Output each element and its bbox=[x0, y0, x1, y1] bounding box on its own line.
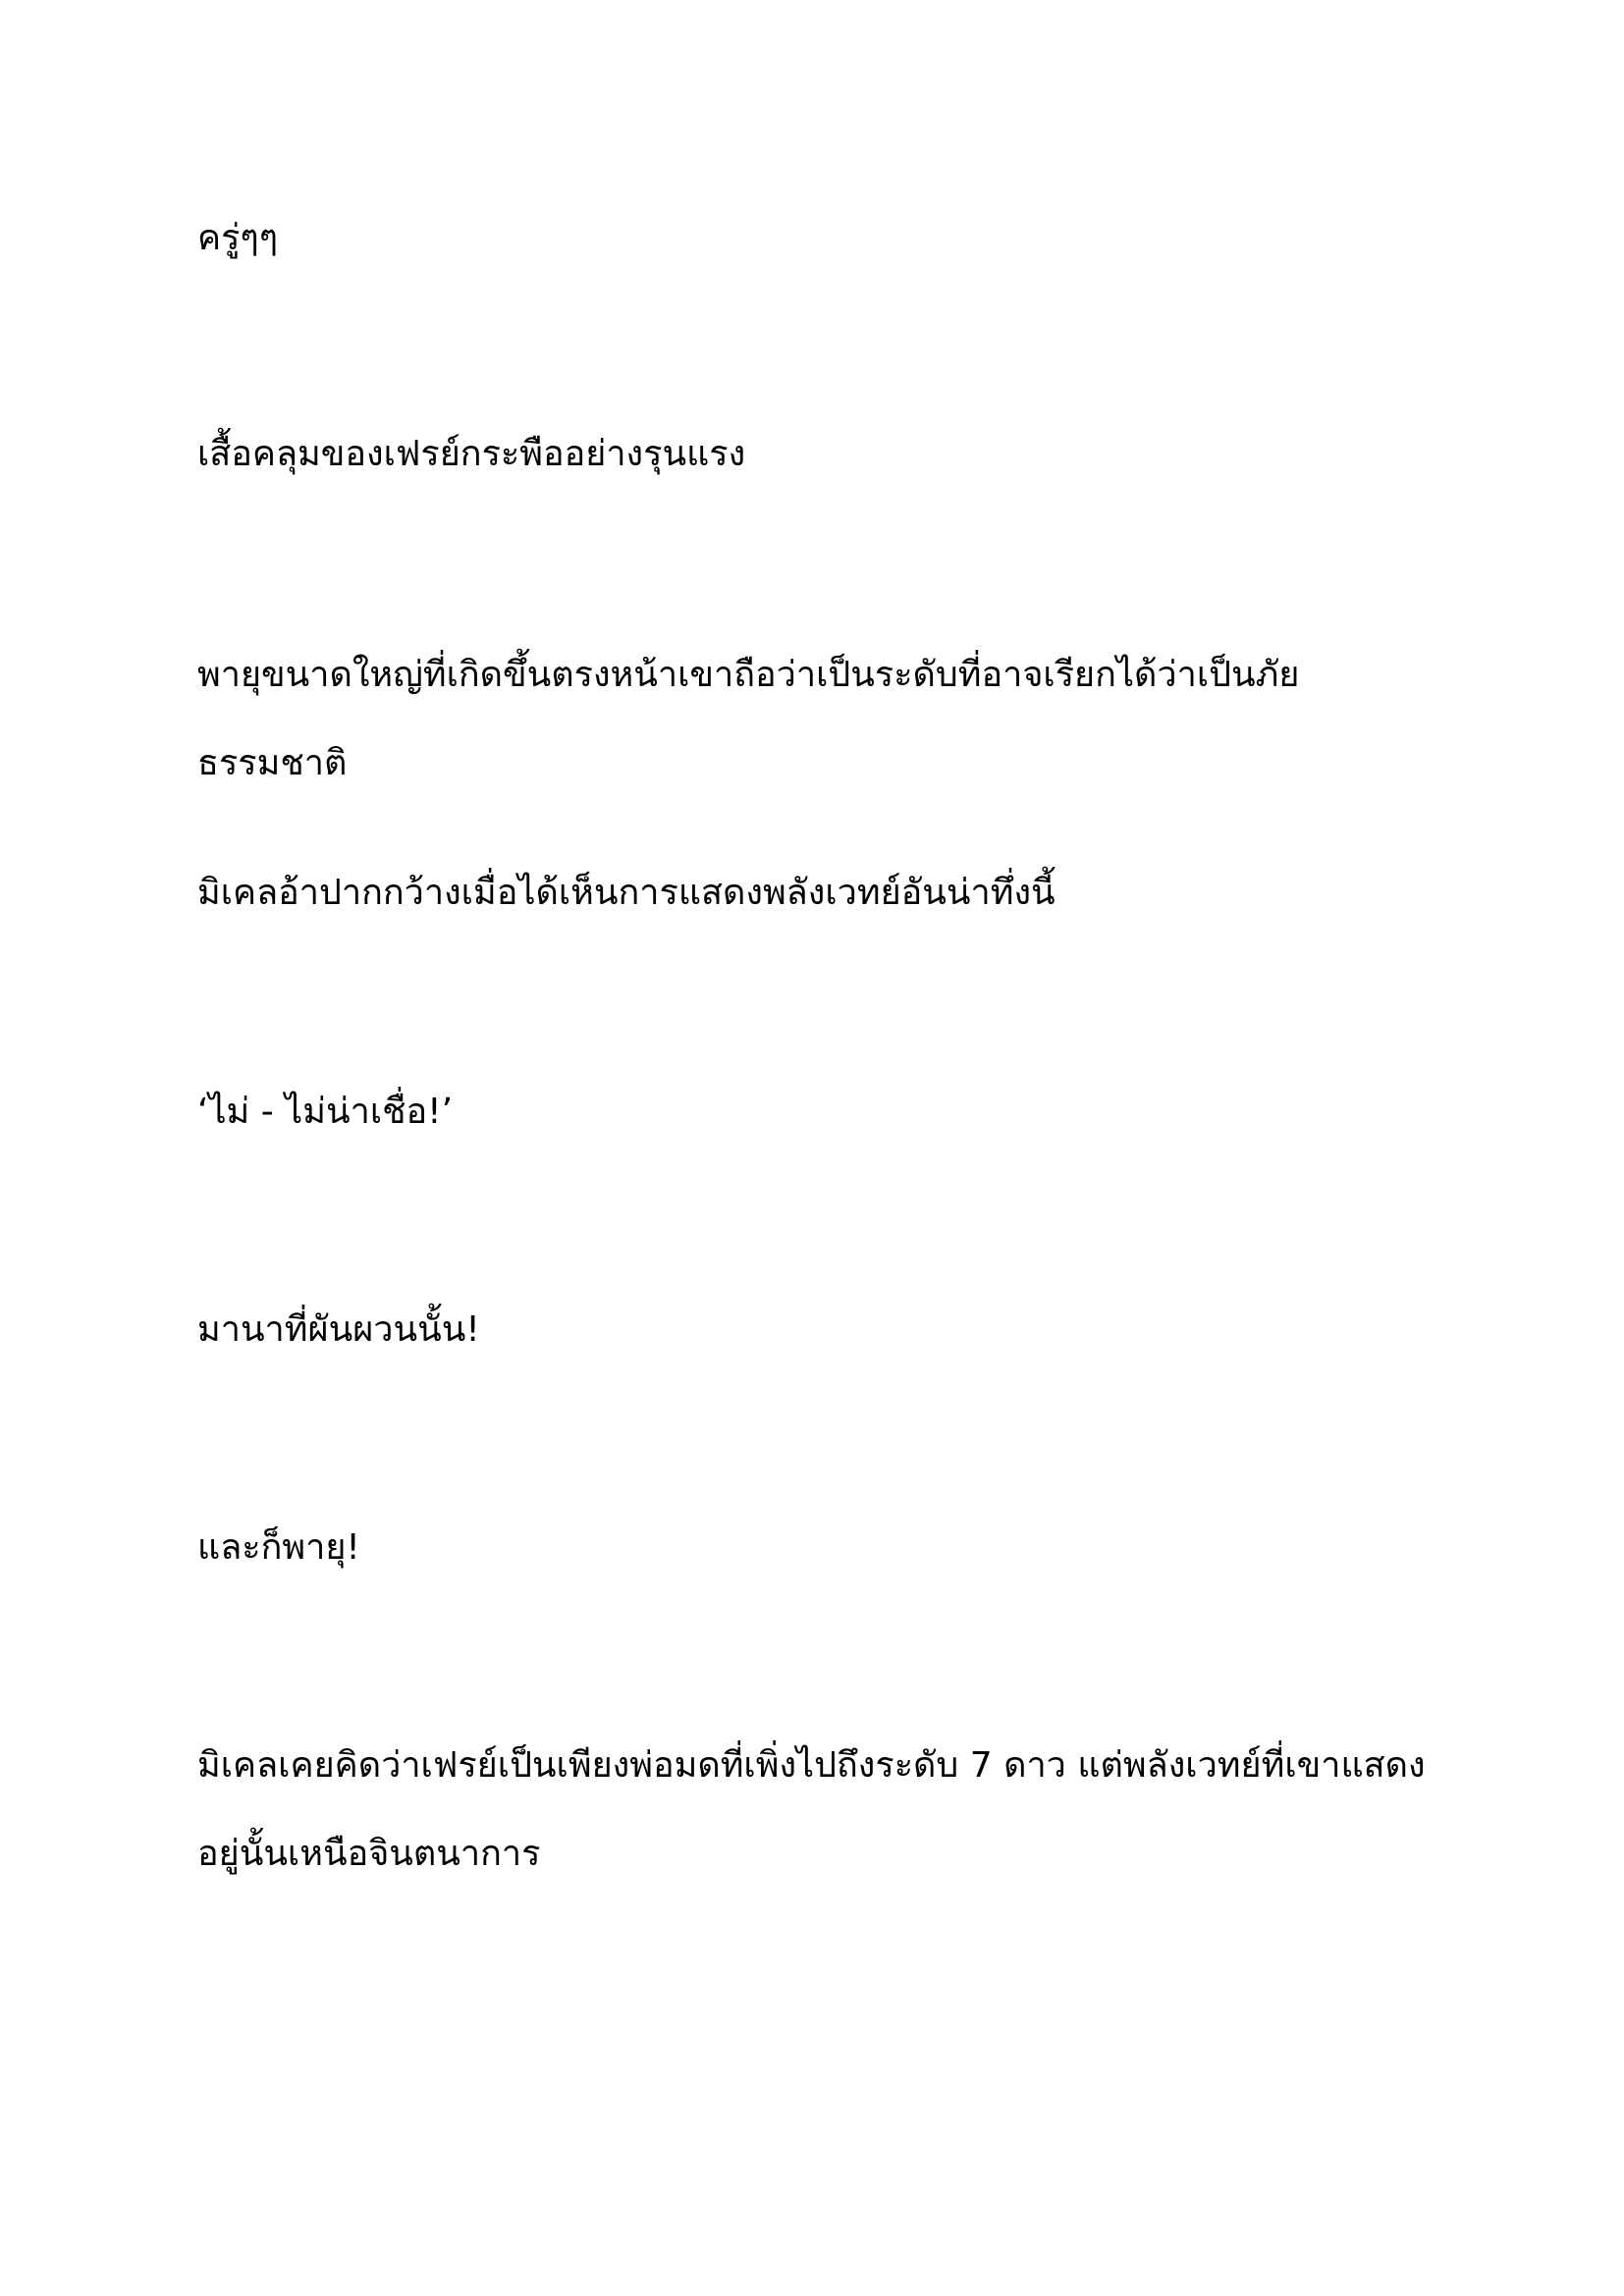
paragraph-8: มิเคลเคยคิดว่าเฟรย์เป็นเพียงพ่อมดที่เพิ่งไปถึงระดับ 7 ดาว แต่พลังเวทย์ที่เขาแสดงอยู่นั้นเหนือจินตนาการ bbox=[197, 1745, 1426, 1874]
paragraph-5: ‘ไม่ - ไม่น่าเชื่อ!’ bbox=[197, 1092, 454, 1132]
paragraph-1: ครู่ๆๆ bbox=[197, 218, 279, 258]
paragraph-2: เสื้อคลุมของเฟรย์กระพืออย่างรุนแรง bbox=[197, 434, 746, 474]
paragraph-7: และก็พายุ! bbox=[197, 1527, 360, 1568]
paragraph-3: พายุขนาดใหญ่ที่เกิดขึ้นตรงหน้าเขาถือว่าเป็นระดับที่อาจเรียกได้ว่าเป็นภัยธรรมชาติ bbox=[197, 655, 1300, 783]
paragraph-6: มานาที่ผันผวนนั้น! bbox=[197, 1309, 480, 1350]
paragraph-4: มิเคลอ้าปากกว้างเมื่อได้เห็นการแสดงพลังเวทย์อันน่าทึ่งนี้ bbox=[197, 873, 1056, 913]
